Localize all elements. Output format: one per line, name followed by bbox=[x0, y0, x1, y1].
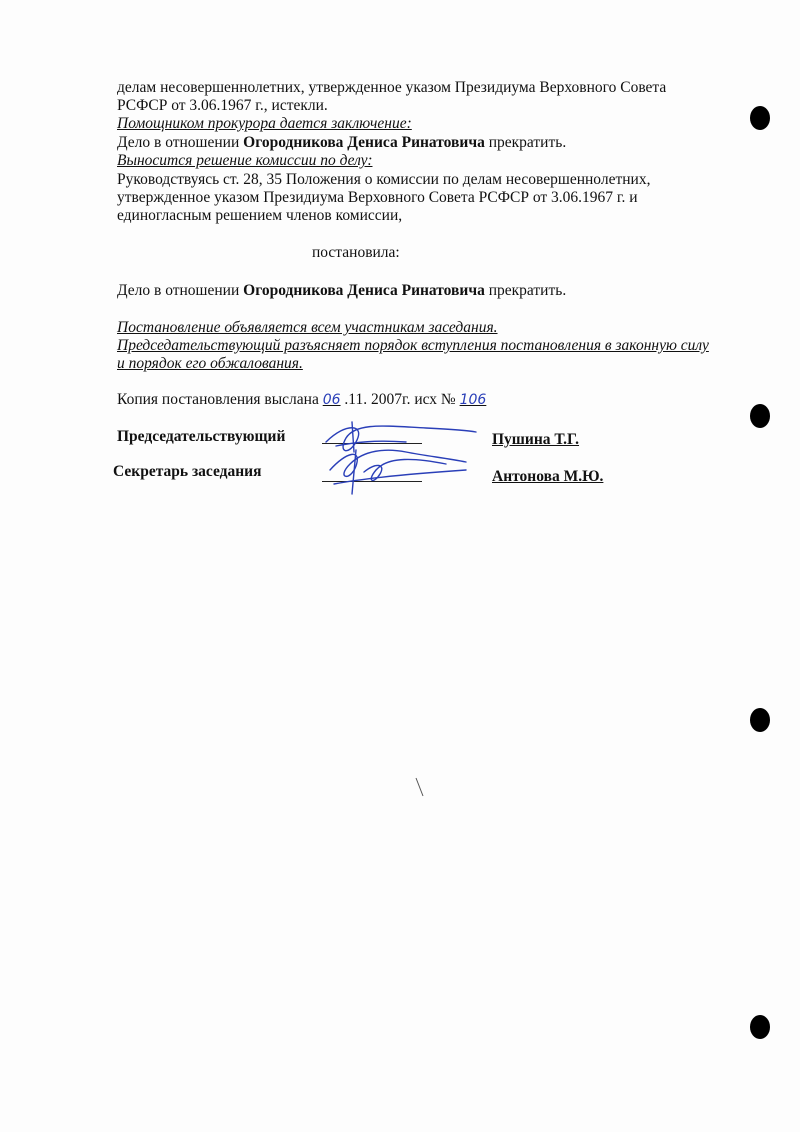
prosecutor-prefix: Дело в отношении bbox=[117, 134, 240, 151]
chair-name: Пушина Т.Г. bbox=[492, 431, 580, 448]
resolution-prefix: Дело в отношении bbox=[117, 282, 240, 299]
announce-line-3: и порядок его обжалования. bbox=[117, 355, 303, 372]
chair-signature-line bbox=[322, 443, 422, 444]
guided-line-3: единогласным решением членов комиссии, bbox=[117, 207, 403, 224]
secretary-signature-line bbox=[322, 481, 422, 482]
copy-middle: .11. 2007г. исх № bbox=[340, 391, 460, 408]
text-line-1: делам несовершеннолетних, утвержденное указом Президиума Верховного Совета bbox=[117, 79, 667, 96]
punch-hole bbox=[750, 708, 770, 732]
copy-sent-line bbox=[117, 391, 486, 409]
decision-heading: Выносится решение комиссии по делу: bbox=[117, 152, 373, 169]
prosecutor-suffix: прекратить. bbox=[488, 134, 567, 151]
punch-hole bbox=[750, 404, 770, 428]
guided-line-1: Руководствуясь ст. 28, 35 Положения о комиссии по делам несовершеннолетних, bbox=[117, 171, 651, 188]
copy-day-handwritten: 06 bbox=[322, 392, 341, 408]
announce-line-2: Председательствующий разъясняет порядок вступления постановления в законную силу bbox=[117, 337, 709, 354]
guided-line-2: утвержденное указом Президиума Верховного Совета РСФСР от 3.06.1967 г. и bbox=[117, 189, 638, 206]
resolution-person-name: Огородникова Дениса Ринатовича bbox=[243, 282, 485, 299]
copy-prefix: Копия постановления выслана bbox=[117, 391, 323, 408]
prosecutor-heading: Помощником прокурора дается заключение: bbox=[117, 115, 412, 132]
text-line bbox=[117, 79, 666, 97]
prosecutor-conclusion bbox=[117, 134, 566, 152]
resolution-text bbox=[117, 282, 566, 300]
announce-line-1: Постановление объявляется всем участникам заседания. bbox=[117, 319, 498, 336]
stray-pen-mark bbox=[414, 776, 426, 798]
copy-number-handwritten: 106 bbox=[459, 392, 487, 408]
resolved-heading: постановила: bbox=[312, 244, 400, 261]
text-line-2: РСФСР от 3.06.1967 г., истекли. bbox=[117, 97, 328, 114]
text-line bbox=[117, 97, 328, 115]
punch-hole bbox=[750, 106, 770, 130]
punch-hole bbox=[750, 1015, 770, 1039]
secretary-label: Секретарь заседания bbox=[113, 463, 262, 480]
secretary-name: Антонова М.Ю. bbox=[492, 468, 604, 485]
handwritten-signature bbox=[316, 412, 496, 502]
chair-label: Председательствующий bbox=[117, 428, 286, 445]
prosecutor-person-name: Огородникова Дениса Ринатовича bbox=[243, 134, 485, 151]
resolution-suffix: прекратить. bbox=[484, 282, 567, 299]
